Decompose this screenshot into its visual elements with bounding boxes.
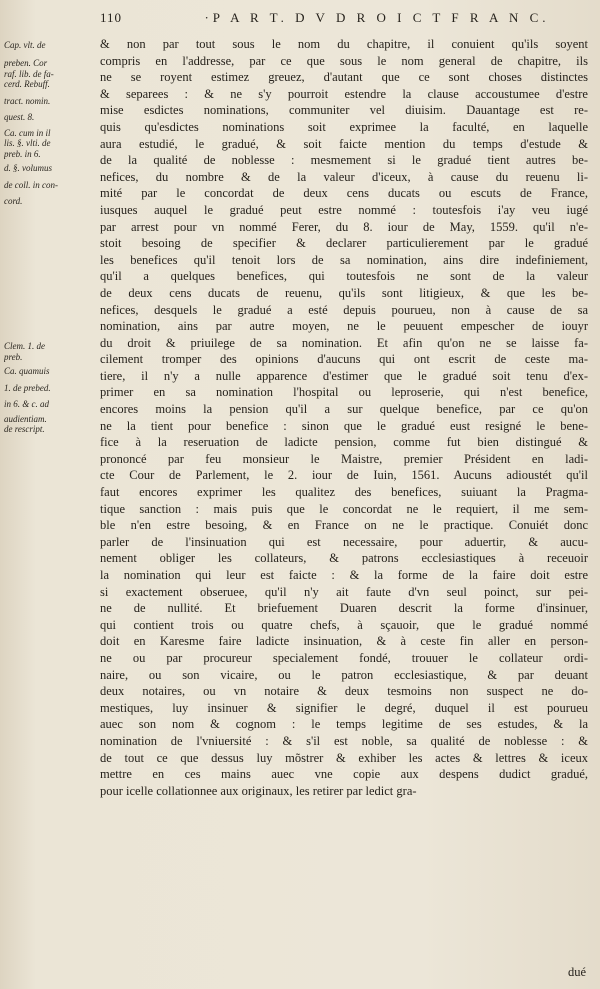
text-line: nefices, du nombre & de la valeur d'iceux, à cause du reuenu li- <box>100 169 588 184</box>
text-line: de la qualité de noblesse : mesmement si le gradué tient autres be- <box>100 153 588 168</box>
margin-note: 1. de prebed. <box>4 382 51 393</box>
margin-note: de coll. in con- <box>4 179 58 190</box>
text-line: faut encores exprimer les qualitez des benefices, suiuant la Pragma- <box>100 485 588 500</box>
text-line: si exactement obseruee, qu'il n'y ait faute d'vn seul poinct, sur pei- <box>100 584 588 599</box>
margin-note: de rescript. <box>4 424 45 434</box>
text-line: nomination, ains par autre moyen, ne le peuuent empescher de iouyr <box>100 319 588 334</box>
text-line: prononcé par feu monsieur le Maistre, premier Président en ladi- <box>100 451 588 466</box>
text-line: ne la tient pour benefice : sinon que le gradué eust resigné le bene- <box>100 418 588 433</box>
text-line: ble n'en estre besoing, & en France on ne le practique. Conuiét donc <box>100 518 588 533</box>
margin-note: tract. nomin. <box>4 95 51 106</box>
margin-note: cord. <box>4 196 23 206</box>
margin-note: in 6. & c. ad <box>4 399 49 409</box>
margin-notes-bottom <box>4 341 96 435</box>
text-line: ne de nullité. Et briefuement Duaren descrit la forme d'insinuer, <box>100 601 588 616</box>
margin-note: cerd. Rebuff. <box>4 79 50 89</box>
text-line: parler de l'insinuation qui est necessaire, pour aduertir, & aucu- <box>100 534 588 549</box>
text-line: tiere, il n'y a nulle apparence d'estimer que le gradué soit tenu d'ex- <box>100 368 588 383</box>
text-line: & separees : & ne s'y pourroit estendre la clause accoustumee d'estre <box>100 86 588 101</box>
text-line: aura estudié, le gradué, & soit faicte mention du temps d'estude & <box>100 136 588 151</box>
text-line: de tout ce que dessus luy mõstrer & exhiber les actes & lettres & iceux <box>100 750 588 765</box>
text-line: iusques auquel le gradué peut estre nommé : toutesfois i'ay veu iugé <box>100 202 588 217</box>
text-line: qu'il a quelques benefices, qui toutesfois ne sont de la valeur <box>100 269 588 284</box>
margin-note: lis. §. vlti. de <box>4 138 51 148</box>
text-line: fice à la reseruation de ladicte pension, comme fut bien distingué & <box>100 435 588 450</box>
text-line: auec son nom & cognom : le temps legitime de ses estudes, & la <box>100 717 588 732</box>
margin-note: raf. lib. de fa- <box>4 68 54 79</box>
margin-note: preb. in 6. <box>4 148 41 159</box>
text-line: ne ou par procureur specialement fondé, trouuer le collateur ordi- <box>100 650 588 665</box>
margin-notes-top <box>4 40 96 207</box>
folio-number: 110 <box>100 10 123 25</box>
text-line: primer en sa nomination l'hospital ou leproserie, qui n'est benefice, <box>100 385 588 400</box>
text-line: les benefices qu'il tenoit lors de sa nomination, ains dire indefiniement, <box>100 252 588 267</box>
margin-note: Ca. cum in il <box>4 127 51 138</box>
margin-note: Ca. quamuis <box>4 366 50 376</box>
text-line: compris en l'addresse, par ce que sous le nom general de chapitre, ils <box>100 53 588 68</box>
text-line: mestiques, luy insinuer & signifier le degré, duquel il est pourueu <box>100 700 588 715</box>
text-line: quis qu'esdictes nominations soit exprimee la faculté, en laquelle <box>100 119 588 134</box>
margin-note: Clem. 1. de <box>4 341 45 351</box>
text-line: doit en Karesme faire ladicte insinuation, & à ceste fin aller en person- <box>100 634 588 649</box>
text-line: naire, ou son vicaire, ou le patron ecclesiastique, & par deuant <box>100 667 588 682</box>
text-line: par arrest pour vn nommé Ferer, du 8. iour de May, 1559. qu'il n'e- <box>100 219 588 234</box>
text-line: mité par le concordat de deux cens ducats ou escuts de France, <box>100 186 588 201</box>
text-line: cte Cour de Parlement, le 2. iour de Iuin, 1561. Aucuns adioustét qu'il <box>100 468 588 483</box>
text-line: tique sanction : mais puis que le concordat ne le requiert, il me sem- <box>100 501 588 516</box>
text-line: qui contient trois ou quatre chefs, à sçauoir, que le gradué nommé <box>100 617 588 632</box>
page-header <box>100 8 594 30</box>
catchword: dué <box>567 965 586 979</box>
margin-note: preb. <box>4 351 23 362</box>
running-title: ·P A R T. D V D R O I C T F R A N C. <box>204 10 550 25</box>
margin-note: Cap. vlt. de <box>4 40 46 50</box>
margin-note: preben. Cor <box>4 58 48 68</box>
margin-note: d. §. volumus <box>4 163 52 173</box>
text-line: de deux cens ducats de reuenu, qu'ils sont litigieux, & que les be- <box>100 285 588 300</box>
text-line: mettre en ces mains auec vne copie aux despens dudict gradué, <box>100 767 588 782</box>
text-line: & non par tout sous le nom du chapitre, il conuient qu'ils soyent <box>100 37 588 51</box>
text-line: ne se royent estimez greuez, d'autant que ce sont choses distinctes <box>100 70 588 85</box>
text-line: nefices, desquels le gradué a esté depuis pourueu, non à cause de sa <box>100 302 588 317</box>
text-line: stoit besoing de specifier & declarer particulierement par le gradué <box>100 236 588 251</box>
text-line: mise esdictes nominations, communiter vel diuisim. Dauantage est re- <box>100 103 588 118</box>
text-line: nomination de l'vniuersité : & s'il est noble, sa qualité de noblesse : & <box>100 733 588 748</box>
margin-note: quest. 8. <box>4 112 35 122</box>
text-line: la nomination qui leur est faicte : & la forme de la faire doit estre <box>100 568 588 582</box>
margin-note: audientiam. <box>4 413 47 424</box>
text-line: encores moins la pension qu'il a sur quelque benefice, par ce qu'on <box>100 402 588 417</box>
text-line: pour icelle collationnee aux originaux, les retirer par ledict gra- <box>100 783 417 798</box>
text-line: du droit & priuilege de sa nomination. Et afin qu'on ne se laisse fa- <box>100 335 588 350</box>
body-text <box>100 36 588 799</box>
text-line: cilement tromper des opinions d'aucuns qui ont escrit de ceste ma- <box>100 352 588 367</box>
text-line: deux notaires, ou vn notaire & deux tesmoins non suspect ne do- <box>100 684 588 699</box>
text-line: nement obliger les collateurs, & patrons ecclesiastiques à receuoir <box>100 551 588 566</box>
